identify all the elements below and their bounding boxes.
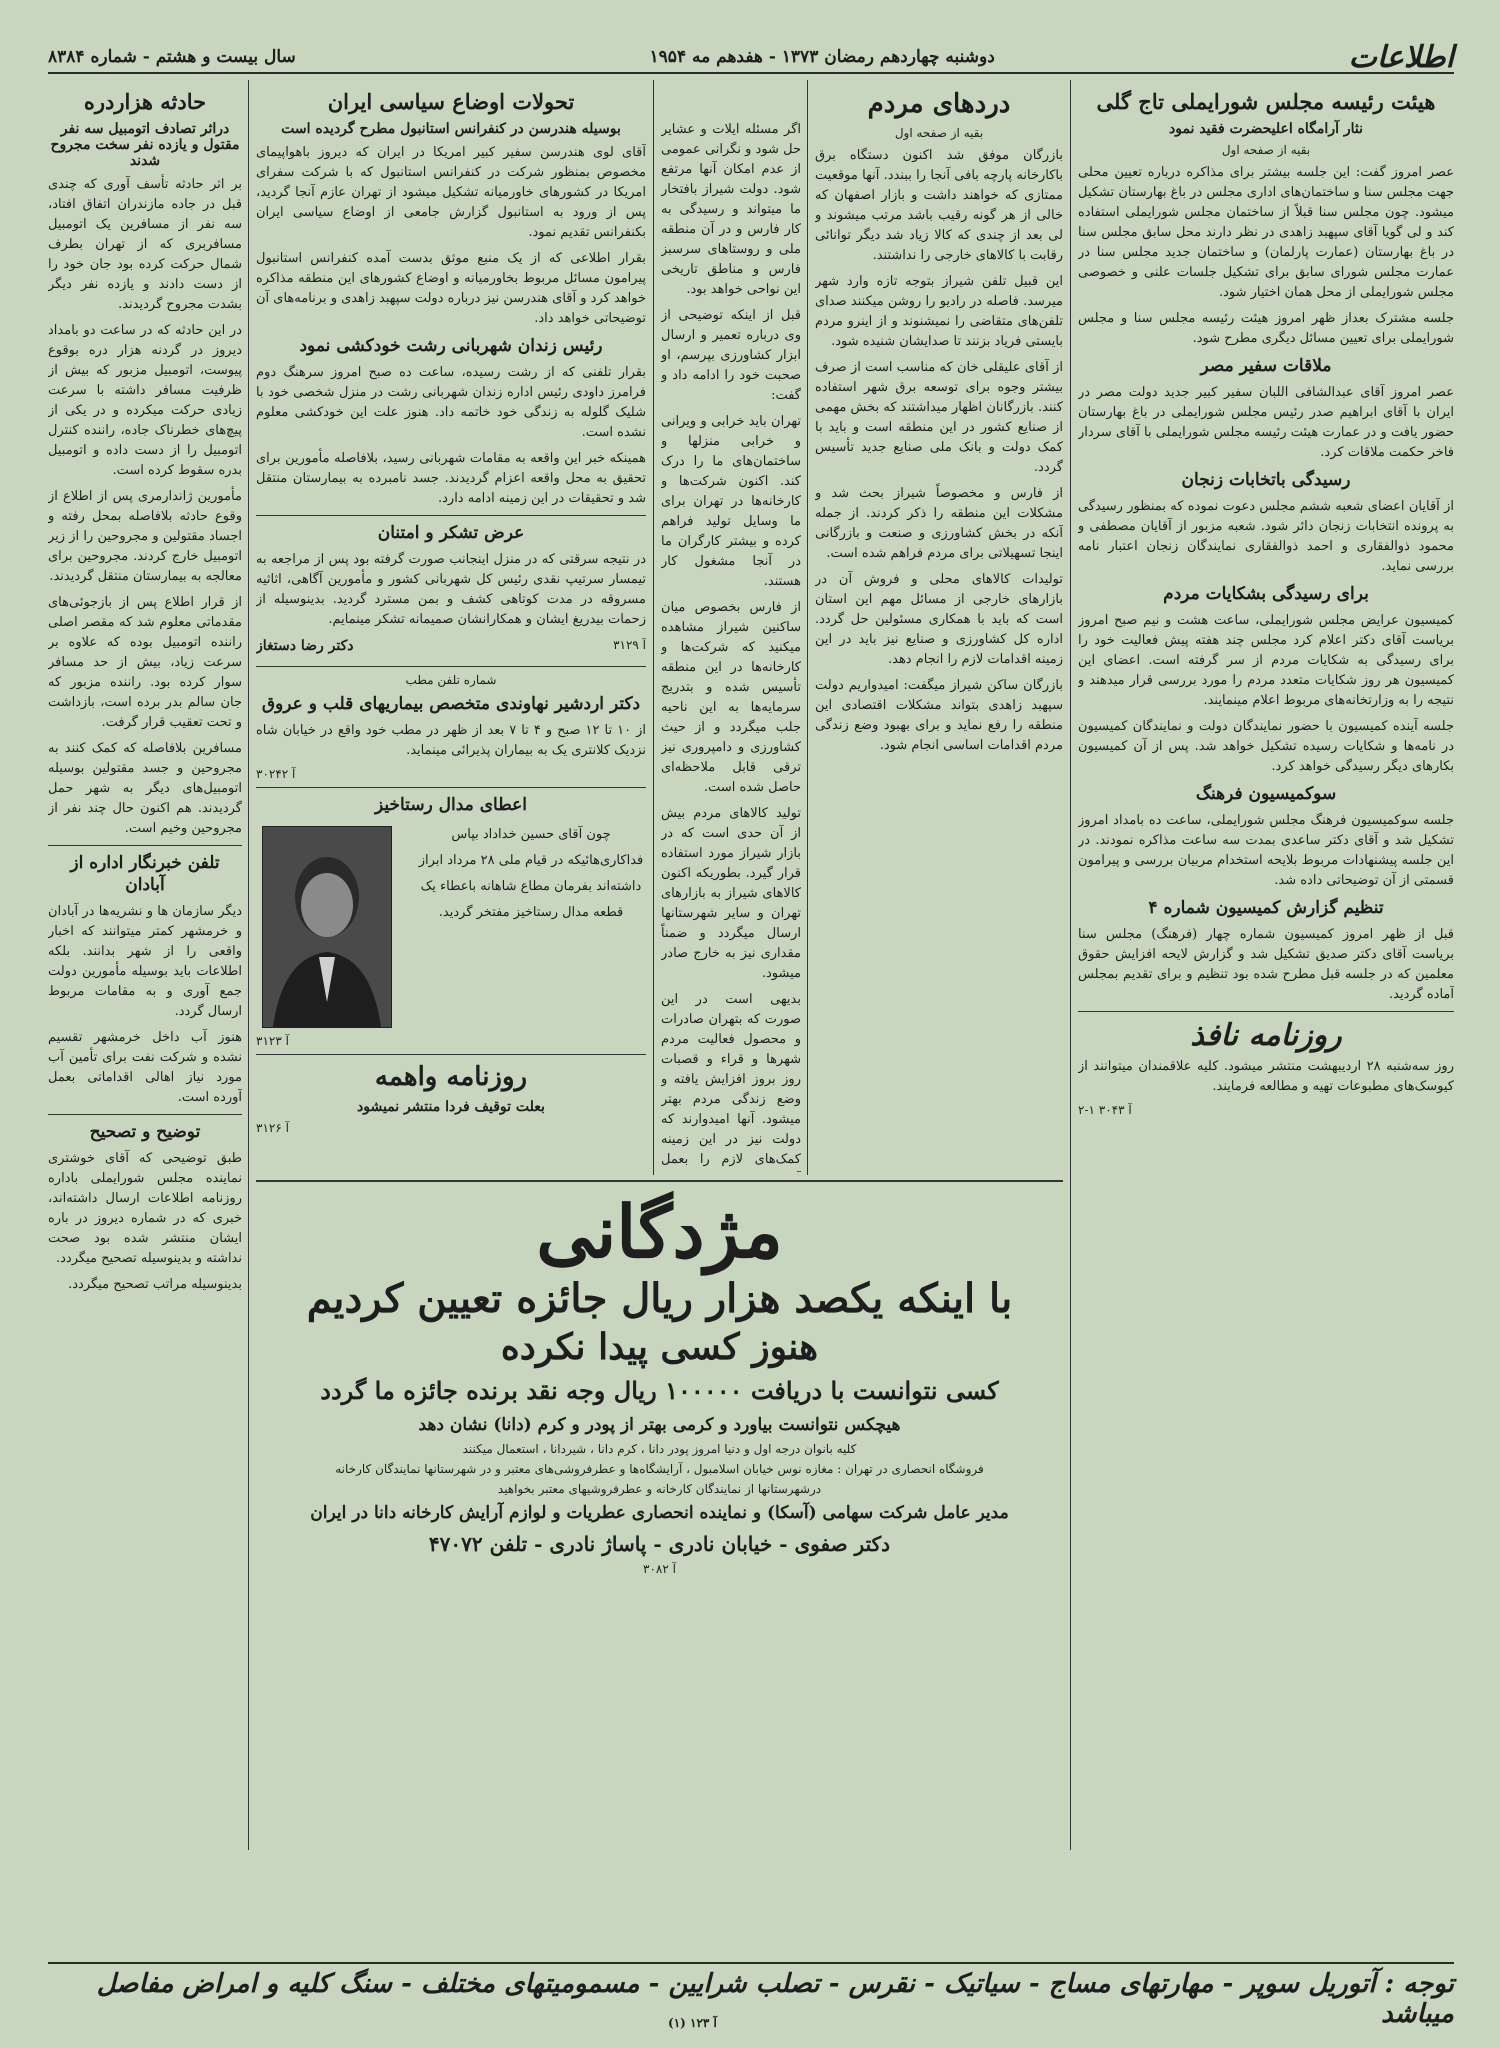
divider (256, 1054, 646, 1055)
column-left (48, 82, 242, 1852)
article-text: بدینوسیله مراتب تصحیح میگردد. (68, 1277, 242, 1292)
column-right (1078, 82, 1454, 1852)
divider (48, 1114, 242, 1115)
article-text: کمیسیون عرایض مجلس شورایملی، ساعت هشت و نیم صبح امروز بریاست آقای دکتر اعلام کرد مجلس چند هفته پیش فعالیت خود را برای رسیدگی به شکایات مردم از سر گرفته است. اعضای این کمیسیون هر روز شکایات متعدد مردم را مورد بررسی قرار میدهند و نتیجه را به وزارتخانه‌های مربوط اعلام مینمایند. (1078, 613, 1454, 708)
phone-label: شماره تلفن مطب (405, 673, 497, 687)
article-text: از آقایان اعضای شعبه ششم مجلس دعوت نموده که بمنظور رسیدگی به پرونده انتخابات زنجان دائر شود. شعبه مزبور از آقایان مصطفی و محمود ذوالفقاری و احمد ذوالفقاری نمایندگان زنجان اعتبار نامه بررسی نماید. (1078, 499, 1454, 574)
portrait-icon (263, 827, 391, 1027)
column-rule (1070, 80, 1071, 1850)
article-text: مأمورین ژاندارمری پس از اطلاع از وقوع حادثه بلافاصله بمحل رفته و اجساد مقتولین و مجروحین را از زیر اتومبیل خارج کردند. مجروحین برای معالجه به بیمارستان منتقل گردیدند. (48, 489, 242, 584)
headline-zanjan-elections: رسیدگی باتخابات زنجان (1181, 470, 1351, 490)
ad-signature: مدیر عامل شرکت سهامی (آسکا) و نماینده انحصاری عطریات و لوازم آرایش کارخانه دانا در ایران (310, 1503, 1009, 1523)
headline-doctor-ad: دکتر اردشیر نهاوندی متخصص بیماریهای قلب و عروق (261, 694, 641, 714)
continued-note: بقیه از صفحه اول (894, 126, 984, 140)
ad-small-text: درشهرستانها از نمایندگان کارخانه و عطرفروشیهای معتبر بخواهید (497, 1482, 822, 1496)
article-text: بقرار تلفنی که از رشت رسیده، ساعت ده صبح امروز سرهنگ دوم فرامرز داودی رئیس اداره زندان شهربانی رشت در منزل شخصی خود با شلیک گلوله به زندگی خود خاتمه داد. هنوز علت این خودکشی معلوم نشده است. (256, 365, 646, 440)
headline-correction: توضیح و تصحیح (89, 1122, 201, 1142)
headline-egypt-ambassador: ملاقات سفیر مصر (1200, 356, 1332, 376)
article-text: هنوز آب داخل خرمشهر تقسیم نشده و شرکت نفت برای تأمین آب مورد نیاز اهالی اقداماتی بعمل آورده است. (48, 1030, 242, 1105)
continued-note: بقیه از صفحه اول (1221, 143, 1311, 157)
article-text: تولید کالاهای مردم بیش از آن حدی است که در بازار شیراز مورد استفاده قرار گیرد. بطوریکه اکنون کالاهای شیراز به بازارهای تهران و سایر شهرستانها ارسال میگردد و ضمناً مقداری نیز به خارج صادر میشود. (661, 806, 801, 981)
article-text: از ۱۰ تا ۱۲ صبح و ۴ تا ۷ بعد از ظهر در مطب خود واقع در خیابان شاه نزدیک کلانتری یک به بیماران پذیرائی مینماید. (256, 723, 646, 758)
article-text: تهران باید خرابی و ویرانی و خرابی منزلها و ساختمان‌های ما را درک کند. اکنون شرکت‌ها و کارخانه‌ها در تهران برای ما وسایل تولید فراهم کرده و بیشتر کارگران ما در آنجا مشغول کار هستند. (661, 414, 801, 589)
divider (256, 666, 646, 667)
headline-commission-report: تنظیم گزارش کمیسیون شماره ۴ (1148, 898, 1384, 918)
ad-code: آ ۳۱۲۹ (613, 638, 646, 652)
article-text: بدیهی است در این صورت که بتهران صادرات و محصول فعالیت مردم شهرها و قراء و قصبات روز بروز افزایش یافته و وضع زندگی مردم بهتر میشود. آنها امیدوارند که دولت نیز در این زمینه کمک‌های لازم را بعمل (661, 992, 801, 1167)
column-rule (807, 80, 808, 1175)
article-text: اگر مسئله ایلات و عشایر حل شود و نگرانی عمومی از عدم امکان آنها مرتفع شود. دولت شیراز بافتخار ما میتواند و رسیدگی به کار فارس و در آن منطقه ملی و روستاهای سرسبز فارس و مناطق تاریخی این نواحی خواهد بود. (661, 122, 801, 297)
divider (256, 787, 646, 788)
article-text: از قرار اطلاع پس از بازجوئی‌های مقدماتی معلوم شد که مقصر اصلی راننده اتومبیل بوده که علاوه بر سرعت زیاد، بیش از حد مسافر سوار کرده بود. راننده مزبور که جان سالم بدر برده است، بازداشت و تحت تعقیب قرار گرفت. (48, 595, 242, 730)
masthead (48, 39, 1454, 75)
subheadline-politics: بوسیله هندرسن در کنفرانس استانبول مطرح گردیده است (281, 121, 621, 137)
article-text: قبل از اینکه توضیحی از وی درباره تعمیر و ارسال ابزار کشاورزی بپرسم، او صحبت خود را ادامه داد و گفت: (661, 308, 801, 403)
nafez-logo: روزنامه نافذ (1190, 1018, 1342, 1053)
masthead-issue: سال بیست و هشتم - شماره ۸۳۸۴ (48, 47, 296, 67)
article-text: طبق توضیحی که آقای خوشتری نماینده مجلس شورایملی باداره روزنامه اطلاعات ارسال داشته‌اند، خبری که در شماره دیروز در باره ایشان منتشر شده بود صحت نداشته و بدینوسیله تصحیح میگردد. (48, 1151, 242, 1266)
article-text: جلسه آینده کمیسیون با حضور نمایندگان دولت و نمایندگان کمیسیون در نامه‌ها و شکایات رسیده تشکیل خواهد شد. پس از آن کمیسیون بکارهای دیگر رسیدگی خواهد کرد. (1078, 719, 1454, 774)
headline-complaints: برای رسیدگی بشکایات مردم (1163, 584, 1369, 604)
headline-politics: تحولات اوضاع سیاسی ایران (327, 89, 575, 114)
column-politics (256, 82, 646, 1172)
headline-medal: اعطای مدال رستاخیز (374, 795, 528, 815)
headline-parliament: هیئت رئیسه مجلس شورایملی تاج گلی (1096, 89, 1436, 114)
subheadline-accident: دراثر تصادف اتومبیل سه نفر مقتول و یازده نفر سخت مجروح شدند (50, 121, 240, 169)
ad-signature: دکتر صفوی - خیابان نادری - پاساژ نادری - تلفن ۴۷۰۷۲ (428, 1532, 891, 1556)
ad-title: مژدگانی (536, 1189, 783, 1274)
headline-vahemeh: روزنامه واهمه (374, 1062, 528, 1092)
signature: دکتر رضا دستغاز (256, 638, 354, 654)
notice-text: روز سه‌شنبه ۲۸ اردیبهشت منتشر میشود. کلیه علاقمندان میتوانند از کیوسک‌های مطبوعات تهیه و مطالعه فرمایند. (1078, 1059, 1454, 1094)
footer-code: آ ۱۲۳ (۱) (668, 2016, 717, 2030)
article-text: جلسه مشترک بعداز ظهر امروز هیئت رئیسه مجلس سنا و مجلس شورایملی برای تعیین مسائل دیگری مطرح شود. (1078, 311, 1454, 346)
article-text: قبل از ظهر امروز کمیسیون شماره چهار (فرهنگ) مجلس سنا بریاست آقای دکتر صدیق تشکیل شد و گزارش لایحه افزایش حقوق معلمین که در جلسه قبل مطرح شده بود تنظیم و برای تقدیم بمجلس آماده گردید. (1078, 927, 1454, 1002)
article-text: جلسه سوکمیسیون فرهنگ مجلس شورایملی، ساعت ده بامداد امروز تشکیل شد و آقای دکتر ساعدی بمدت سه ساعت مذاکره نمودند. در این جلسه پیشنهادات مربوط بلایحه استخدام مربیان بررسی و پیرامون قسمتی از آن توضیحاتی داده شد. (1078, 813, 1454, 888)
column-rule (248, 80, 249, 1850)
masthead-date: دوشنبه چهاردهم رمضان ۱۳۷۳ - هفدهم مه ۱۹۵۴ (649, 47, 995, 67)
column-people-pains (815, 82, 1063, 1172)
headline-rasht-prison: رئیس زندان شهربانی رشت خودکشی نمود (299, 336, 603, 356)
headline-abadan: تلفن خبرنگار اداره از آبادان (70, 853, 220, 895)
ad-code: آ ۳۰۲۴۲ (256, 767, 296, 781)
article-text: بازرگان موفق شد اکنون دستگاه برق باکارخانه پارچه بافی آنجا را ببندد. آنها موقعیت ممتازی که خواهند داشت و بازار اصفهان که خالی از هر گونه رقیب باشد مرتب میشوند و لی بعد از چندی که کالا زیاد شد دیگر توانائی رقابت با کالاهای خارجی را نداشتند. (815, 148, 1063, 263)
notice-vahemeh: بعلت توقیف فردا منتشر نمیشود (357, 1099, 545, 1115)
article-text: عصر امروز آقای عبدالشافی اللبان سفیر کبیر جدید دولت مصر در ایران با آقای ابراهیم صدر رئیس مجلس شورایملی در باغ بهارستان حضور یافت و در عمارت هیئت رئیسه مجلس شورایملی با آقای سردار فاخر حکمت ملاقات کرد. (1078, 385, 1454, 460)
article-text: تولیدات کالاهای محلی و فروش آن در بازارهای خارجی از مسائل مهم این استان است که باید با همکاری مسئولین حل گردد. اداره کل کشاورزی و صنایع نیز باید در این زمینه اقدامات لازم را انجام دهد. (815, 572, 1063, 667)
article-text: این قبیل تلفن شیراز بتوجه تازه وارد شهر میرسد. فاصله در رادیو را روشن میکنند صدای تلفن‌های متقاضی را نمیشنوند و از اینرو مردم بایستی فریاد بزنند تا صدایشان شنیده شود. (815, 274, 1063, 349)
ad-code: آ ۳۰۴۳ ۱-۲ (1078, 1103, 1132, 1117)
article-text: در نتیجه سرقتی که در منزل اینجانب صورت گرفته بود پس از مراجعه به تیمسار سرتیپ نقدی رئیس کل شهربانی کشور و مأمورین آگاهی، اثاثیه مسروقه در مدت کوتاهی کشف و بمن مسترد گردید. بدینوسیله از زحمات بیدریغ ایشان و همکارانشان صمیمانه تشکر مینمایم. (256, 552, 646, 627)
headline-accident: حادثه هزاردره (83, 89, 207, 114)
article-text: در این حادثه که در ساعت دو بامداد دیروز در گردنه هزار دره بوقوع پیوست، اتومبیل مزبور که بیش از ظرفیت مسافر داشته با سرعت زیادی حرکت میکرده و در یکی از پیچ‌های خطرناک جاده، راننده کنترل اتومبیل را از دست داده و اتومبیل بدره سقوط کرده است. (48, 323, 242, 478)
footer-text: توجه : آتوریل سوپر - مهارتهای مساج - سیاتیک - نقرس - تصلب شرایین - مسمومیتهای مختلف - سنگ کلیه و امراض مفاصل میباشد (96, 1969, 1454, 2029)
ad-line: کسی نتوانست با دریافت ۱۰۰۰۰۰ ریال وجه نقد برنده جائزه ما گردد (320, 1376, 999, 1405)
article-text: از فارس و مخصوصاً شیراز بحث شد و مشکلات این منطقه را ذکر کردند. از جمله آنکه در بخش کشاورزی و صنعت و بازرگانی اینجا تسهیلاتی برای مردم فراهم شده است. (815, 486, 1063, 561)
ad-line: با اینکه یکصد هزار ریال جائزه تعیین کردیم (306, 1275, 1013, 1322)
ad-line: هنوز کسی پیدا نکرده (500, 1326, 819, 1368)
column-rule (653, 80, 654, 1175)
headline-culture-subcommittee: سوکمیسیون فرهنگ (1195, 784, 1337, 804)
column-people-pains-cont (661, 120, 801, 1172)
masthead-logo: اطلاعات (1348, 39, 1454, 75)
article-text: بر اثر حادثه تأسف آوری که چندی قبل در جاده مازندران اتفاق افتاد، سه نفر از مسافرین یک اتومبیل مسافربری که از تهران بطرف شمال حرکت کرده بود جان خود را از دست دادند و یازده نفر دیگر بشدت مجروح گردیدند. (48, 177, 242, 312)
article-text: دیگر سازمان ها و نشریه‌ها در آبادان و خرمشهر کمتر میتوانند که اخبار واقعی را از شهر بدانند. بلکه اطلاعات باید بوسیله مأمورین دولت جمع آوری و به مقامات مربوط ارسال گردد. (48, 904, 242, 1019)
article-text: آقای لوی هندرسن سفیر کبیر امریکا در ایران که دیروز باهواپیمای مخصوص بمنظور شرکت در کنفرانس استانبول که با شرکت سفرای امریکا در کشورهای خاورمیانه تشکیل میشود از تهران عازم آنجا گردید، پس از ورود به استانبول گزارش جامعی از اوضاع سیاسی ایران بکنفرانس تقدیم نمود. (256, 145, 646, 240)
ad-code: آ ۳۱۲۶ (256, 1121, 289, 1135)
headline-thanks: عرض تشکر و امتنان (377, 523, 525, 543)
ad-small-text: فروشگاه انحصاری در تهران : مغازه نوس خیابان اسلامبول ، آرایشگاه‌ها و عطرفروشی‌های معتبر و در شهرستانها نمایندگان کارخانه (335, 1462, 984, 1476)
ad-line: هیچکس نتوانست بیاورد و کرمی بهتر از پودر و کرم (دانا) نشان دهد (418, 1415, 901, 1435)
divider (48, 845, 242, 846)
article-text: مسافرین بلافاصله که کمک کنند به مجروحین و جسد مقتولین بوسیله اتومبیل‌های دیگر به شهر حمل گردیدند. هم اکنون حال چند نفر از مجروحین وخیم است. (48, 741, 242, 836)
medal-caption: چون آقای حسین خداداد بپاس فداکاری‌هائیکه در قیام ملی ۲۸ مرداد ابراز داشته‌اند بفرمان مطاع شاهانه باعطاء یک قطعه مدال رستاخیز مفتخر گردید. (418, 827, 644, 920)
divider (256, 515, 646, 516)
footer-banner (48, 1962, 1454, 2034)
headline-people-pains: دردهای مردم (867, 89, 1011, 119)
article-text: از آقای علیقلی خان که مناسب است از صرف بیشتر وجوه برای توسعه برق شهر استفاده کنند. بازرگانان اظهار میداشتند که بخش مهمی از صنایع کشور در این منطقه است و باید با کمک دولت و بانک ملی صنایع جدید تأسیس گردد. (815, 360, 1063, 475)
ad-reward (256, 1180, 1063, 1730)
ad-small-text: کلیه بانوان درجه اول و دنیا امروز پودر دانا ، کرم دانا ، شیردانا ، استعمال میکنند (462, 1442, 857, 1456)
divider (1078, 1011, 1454, 1012)
article-text: از فارس بخصوص میان ساکنین شیراز مشاهده میکنید که شرکت‌ها و کارخانه‌ها در این منطقه تأسیس شده و بتدریج سرمایه‌ها به این ناحیه جلب میگردد و از حیث کشاورزی و دامپروری نیز ترقی قابل ملاحظه‌ای حاصل شده است. (661, 600, 801, 795)
article-text: همینکه خبر این واقعه به مقامات شهربانی رسید، بلافاصله مأمورین برای تحقیق به محل واقعه اعزام گردیدند. جسد نامبرده به بیمارستان منتقل شد و تحقیقات در این زمینه ادامه دارد. (256, 451, 646, 506)
article-text: بازرگان ساکن شیراز میگفت: امیدواریم دولت سپهبد زاهدی بتواند مشکلات اقتصادی این منطقه را رفع نماید و برای بهبود وضع زندگی مردم اقدامات اساسی انجام شود. (815, 678, 1063, 753)
ad-code: آ ۳۱۲۳ (256, 1034, 289, 1048)
portrait-photo (262, 826, 392, 1028)
article-text: عصر امروز گفت: این جلسه بیشتر برای مذاکره درباره تعیین محلی جهت مجلس سنا و ساختمان‌های اداری مجلس در باغ بهارستان تشکیل میشود. چون مجلس سنا قبلاً از ساختمان مجلس شورایملی استفاده کند و لی گویا آقای سپهبد زاهدی در نظر دارند محل سابق مجلس سنا در باغ بهارستان (عمارت پارلمان) و ساختمان جدید مجلس سنا در عمارت مجلس شورای سابق برای تشکیل جلسات علنی و خصوصی مجلس شورایملی از محل همان اختیار شود. (1078, 165, 1454, 300)
ad-code: آ ۳۰۸۲ (643, 1562, 676, 1576)
article-text: بقرار اطلاعی که از یک منبع موثق بدست آمده کنفرانس استانبول پیرامون مسائل مربوط بخاورمیانه و اوضاع کشورهای این منطقه مذاکره خواهد کرد و آقای هندرسن نیز درباره دولت سپهبد زاهدی و برنامه‌های آن توضیحاتی خواهد داد. (256, 251, 646, 326)
subheadline-parliament: نثار آرامگاه اعلیحضرت فقید نمود (1168, 121, 1363, 137)
